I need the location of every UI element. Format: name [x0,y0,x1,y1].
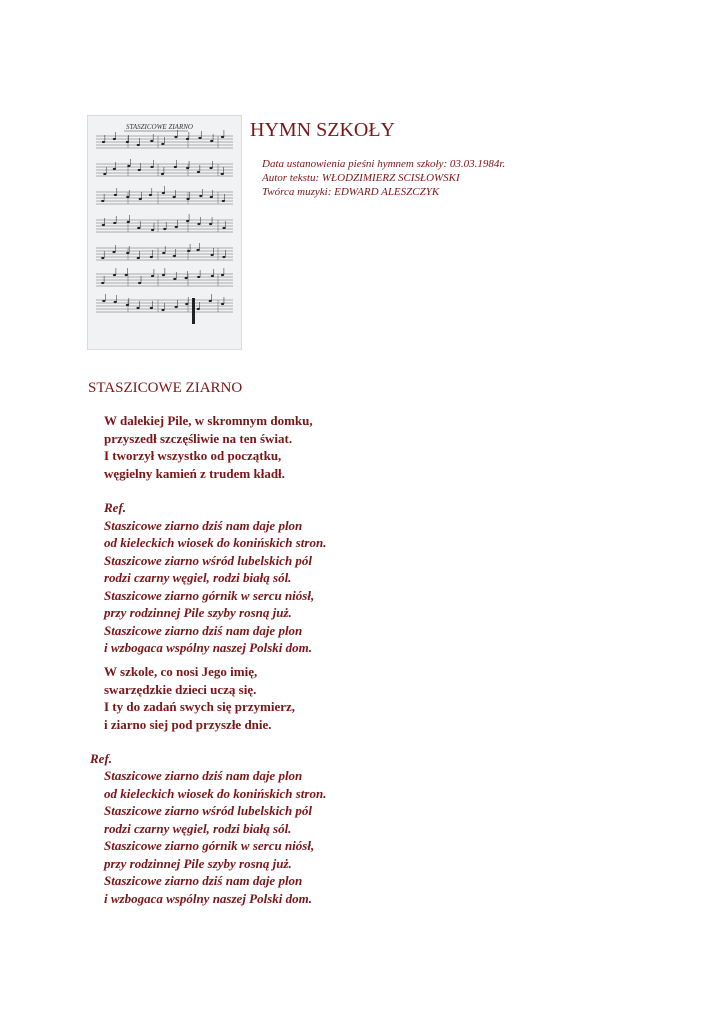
refrain-line: rodzi czarny węgiel, rodzi białą sól. [104,820,292,836]
lyrics-author: Autor tekstu: WŁODZIMIERZ SCISŁOWSKI [262,172,460,184]
verse-line: przyszedł szczęśliwie na ten świat. [104,430,293,446]
refrain-line: i wzbogaca wspólny naszej Polski dom. [104,890,313,906]
verse-line: I tworzył wszystko od początku, [104,448,282,463]
refrain-2 [104,767,326,907]
verse-line: i ziarno siej pod przyszłe dnie. [104,716,272,732]
refrain-line: od kieleckich wiosek do konińskich stron. [104,535,327,550]
music-composer: Twórca muzyki: EDWARD ALESZCZYK [262,186,440,198]
verse-line: węgielny kamień z trudem kładł. [104,465,285,481]
refrain-line: i wzbogaca wspólny naszej Polski dom. [104,640,313,655]
refrain-line: Staszicowe ziarno wśród lubelskich pól [104,552,313,568]
refrain-line: Staszicowe ziarno wśród lubelskich pól [104,803,313,818]
refrain-line: przy rodzinnej Pile szyby rosną już. [104,855,292,871]
sheet-music-caption: STASZICOWE ZIARNO [126,123,193,131]
refrain-line: rodzi czarny węgiel, rodzi białą sól. [104,570,292,585]
refrain-line: od kieleckich wiosek do konińskich stron. [104,785,327,801]
verse-line: W dalekiej Pile, w skromnym domku, [104,413,313,428]
refrain-1 [104,499,326,657]
refrain-line: Staszicowe ziarno dziś nam daje plon [104,768,303,783]
refrain-line: przy rodzinnej Pile szyby rosną już. [104,605,292,620]
song-title: STASZICOWE ZIARNO [88,380,243,396]
hymn-metadata [262,157,505,199]
refrain-line: Staszicowe ziarno dziś nam daje plon [104,517,303,533]
sheet-music-drawing [88,116,241,349]
verse-line: swarzędzkie dzieci uczą się. [104,681,257,697]
refrain-line: Staszicowe ziarno górnik w sercu niósł, [104,587,315,603]
verse-line: I ty do zadań swych się przymierz, [104,699,296,714]
refrain-line: Staszicowe ziarno górnik w sercu niósł, [104,838,315,853]
refrain-line: Staszicowe ziarno dziś nam daje plon [104,622,303,638]
verse-2 [104,663,295,733]
establishment-date: Data ustanowienia pieśni hymnem szkoły: 03.03.1984r. [262,158,506,170]
verse-line: W szkole, co nosi Jego imię, [104,664,258,679]
sheet-music-image [87,115,242,350]
page-title: HYMN SZKOŁY [250,119,395,141]
refrain-label: Ref. [90,751,113,766]
refrain-label: Ref. [104,500,127,515]
refrain-line: Staszicowe ziarno dziś nam daje plon [104,873,303,888]
verse-1 [104,412,313,482]
